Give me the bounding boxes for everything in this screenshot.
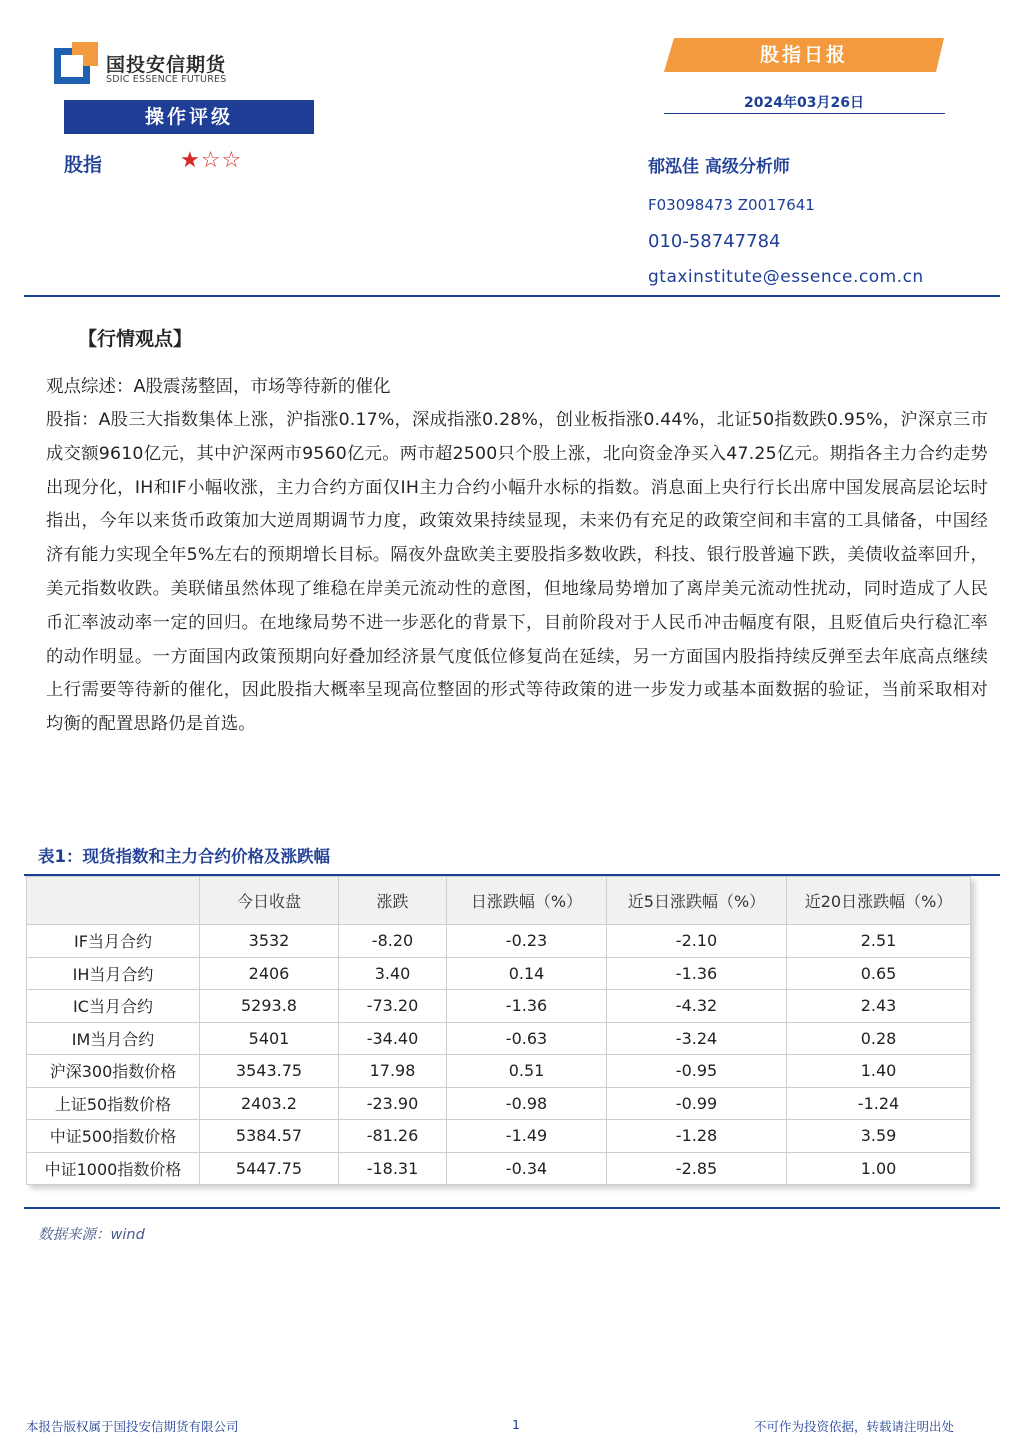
header-cell: 日涨跌幅（%） [447, 877, 607, 925]
table-cell: 1.40 [787, 1055, 971, 1088]
brand-name-en: SDIC ESSENCE FUTURES [106, 74, 227, 85]
table-row [27, 1152, 971, 1185]
table-bottom-rule [24, 1207, 1000, 1209]
page-number: 1 [512, 1417, 520, 1432]
header-cell [27, 877, 200, 925]
table-row [27, 957, 971, 990]
table-cell: -4.32 [607, 990, 787, 1023]
table-row [27, 1087, 971, 1120]
date-divider [664, 113, 945, 114]
table-cell: 3532 [200, 925, 339, 958]
table-cell: -0.34 [447, 1152, 607, 1185]
table-cell: 0.65 [787, 957, 971, 990]
row-label: IM当月合约 [27, 1022, 200, 1055]
row-label: 沪深300指数价格 [27, 1055, 200, 1088]
header-cell: 近20日涨跌幅（%） [787, 877, 971, 925]
table-row [27, 1055, 971, 1088]
table-row [27, 925, 971, 958]
table-cell: 2.51 [787, 925, 971, 958]
table-cell: 0.14 [447, 957, 607, 990]
footer-copyright: 本报告版权属于国投安信期货有限公司 [26, 1419, 239, 1434]
analyst-name-title: 郁泓佳 高级分析师 [648, 157, 790, 177]
row-label: 上证50指数价格 [27, 1087, 200, 1120]
table-cell: -0.63 [447, 1022, 607, 1055]
table-cell: 5447.75 [200, 1152, 339, 1185]
view-summary: 观点综述：A股震荡整固，市场等待新的催化 [46, 377, 391, 397]
table-row [27, 1120, 971, 1153]
table-cell: -0.95 [607, 1055, 787, 1088]
header-cell: 今日收盘 [200, 877, 339, 925]
footer-disclaimer: 不可作为投资依据，转载请注明出处 [754, 1419, 955, 1434]
table-cell: 5401 [200, 1022, 339, 1055]
table-cell: 17.98 [339, 1055, 447, 1088]
analyst-phone: 010-58747784 [648, 231, 781, 252]
table-cell: 3.59 [787, 1120, 971, 1153]
table-cell: -34.40 [339, 1022, 447, 1055]
table-cell: 2406 [200, 957, 339, 990]
market-commentary: 股指：A股三大指数集体上涨，沪指涨0.17%，深成指涨0.28%，创业板指涨0.44%，北证50指数跌0.95%，沪深京三市成交额9610亿元，其中沪深两市9560亿元。两市超2500只个股上涨，北向资金净买入47.25亿元。期指各主力合约走势出现分化，IH和IF小幅收涨，主力合约方面仅IH主力合约小幅升水标的指数。消息面上央行行长出席中国发展高层论坛时指出，今年以来货币政策加大逆周期调节力度，政策效果持续显现，未来仍有充足的政策空间和丰富的工具储备，中国经济有能力实现全年5%左右的预期增长目标。隔夜外盘欧美主要股指多数收跌，科技、银行股普遍下跌，美债收益率回升，美元指数收跌。美联储虽然体现了维稳在岸美元流动性的意图，但地缘局势增加了离岸美元流动性扰动，同时造成了人民币汇率波动率一定的回归。在地缘局势不进一步恶化的背景下，目前阶段对于人民币冲击幅度有限，且贬值后央行稳汇率的动作明显。一方面国内政策预期向好叠加经济景气度低位修复尚在延续，另一方面国内股指持续反弹至去年底高点继续上行需要等待新的催化，因此股指大概率呈现高位整固的形式等待政策的进一步发力或基本面数据的验证，当前采取相对均衡的配置思路仍是首选。 [46, 410, 988, 735]
report-date: 2024年03月26日 [744, 95, 864, 111]
table-cell: -23.90 [339, 1087, 447, 1120]
price-change-table [26, 876, 971, 1185]
table-cell: -18.31 [339, 1152, 447, 1185]
table-cell: -1.36 [447, 990, 607, 1023]
table-cell: -2.10 [607, 925, 787, 958]
analyst-email[interactable]: gtaxinstitute@essence.com.cn [648, 267, 924, 287]
table-cell: -2.85 [607, 1152, 787, 1185]
row-label: 中证1000指数价格 [27, 1152, 200, 1185]
table-cell: -1.49 [447, 1120, 607, 1153]
table-row [27, 1022, 971, 1055]
header-cell: 近5日涨跌幅（%） [607, 877, 787, 925]
table-title: 表1：现货指数和主力合约价格及涨跌幅 [38, 847, 330, 866]
sdic-logo-icon [54, 42, 98, 84]
header-cell: 涨跌 [339, 877, 447, 925]
header-divider [24, 295, 1000, 297]
table-cell: 5384.57 [200, 1120, 339, 1153]
table-cell: -0.23 [447, 925, 607, 958]
table-cell: -1.28 [607, 1120, 787, 1153]
table-cell: -1.24 [787, 1087, 971, 1120]
row-label: IF当月合约 [27, 925, 200, 958]
table-cell: -0.98 [447, 1087, 607, 1120]
table-cell: -73.20 [339, 990, 447, 1023]
table-cell: 0.51 [447, 1055, 607, 1088]
rating-stars: ★☆☆ [180, 148, 243, 173]
report-type-label: 股指日报 [759, 44, 848, 66]
table-cell: -3.24 [607, 1022, 787, 1055]
row-label: IH当月合约 [27, 957, 200, 990]
table-cell: 3.40 [339, 957, 447, 990]
row-label: IC当月合约 [27, 990, 200, 1023]
table-cell: 1.00 [787, 1152, 971, 1185]
table-cell: 0.28 [787, 1022, 971, 1055]
brand-name-cn: 国投安信期货 [106, 54, 227, 76]
table-cell: 5293.8 [200, 990, 339, 1023]
table-cell: 2.43 [787, 990, 971, 1023]
rating-header: 操作评级 [64, 100, 314, 134]
table-row [27, 990, 971, 1023]
analyst-certificate: F03098473 Z0017641 [648, 196, 815, 214]
section-title: 【行情观点】 [78, 328, 193, 350]
rating-category: 股指 [64, 154, 103, 176]
table-cell: -0.99 [607, 1087, 787, 1120]
row-label: 中证500指数价格 [27, 1120, 200, 1153]
table-cell: -1.36 [607, 957, 787, 990]
table-cell: -8.20 [339, 925, 447, 958]
table-cell: 3543.75 [200, 1055, 339, 1088]
table-cell: -81.26 [339, 1120, 447, 1153]
table-header-row [27, 877, 971, 925]
data-source: 数据来源：wind [38, 1227, 145, 1243]
table-cell: 2403.2 [200, 1087, 339, 1120]
